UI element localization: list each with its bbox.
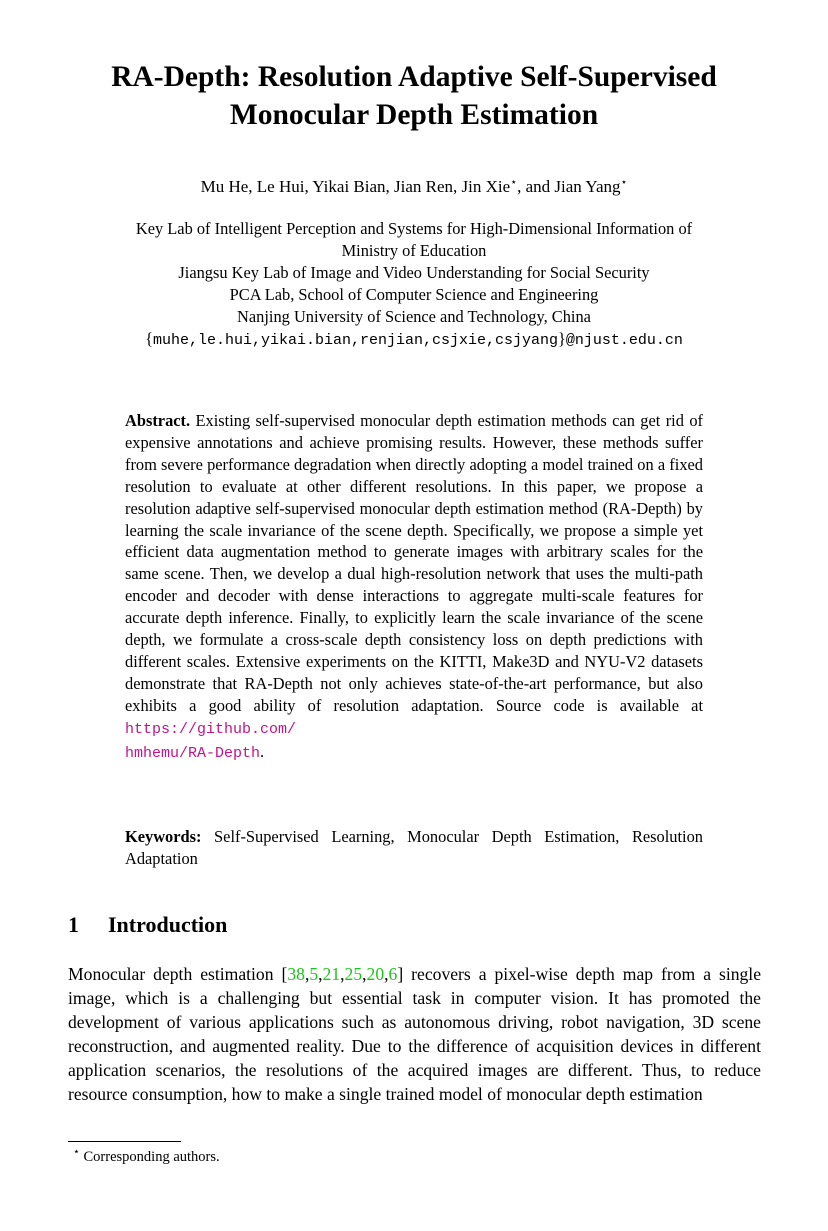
affiliation-block bbox=[60, 218, 768, 352]
section-heading bbox=[68, 910, 227, 940]
abstract-text: Existing self-supervised monocular depth estimation methods can get rid of expensive annotations and achieve promising results. However, these methods suffer from severe performance degradation when directly adopting a model trained on a fixed resolution to evaluate at other different resolutions. In this paper, we propose a resolution adaptive self-supervised monocular depth estimation method (RA-Depth) by learning the scale invariance of the scene depth. Specifically, we propose a simple yet efficient data augmentation method to generate images with arbitrary scales for the same scene. Then, we develop a dual high-resolution network that uses the multi-path encoder and decoder with dense interactions to aggregate multi-scale features for accurate depth inference. Finally, to explicitly learn the scale invariance of the scene depth, we formulate a cross-scale depth consistency loss on depth predictions with different scales. Extensive experiments on the KITTI, Make3D and NYU-V2 datasets demonstrate that RA-Depth not only achieves state-of-the-art performance, but also exhibits a good ability of resolution adaptation. Source code is available at bbox=[125, 411, 703, 715]
corresponding-star-1: ⋆ bbox=[510, 176, 518, 189]
author-list bbox=[40, 176, 788, 198]
abstract-label: Abstract. bbox=[125, 411, 191, 430]
authors-part-1: Mu He, Le Hui, Yikai Bian, Jian Ren, Jin Xie bbox=[200, 177, 511, 196]
citation-separator: , bbox=[304, 964, 310, 984]
citation-link[interactable]: 5 bbox=[309, 964, 319, 984]
source-code-link-part-1[interactable]: https://github.com/ bbox=[125, 720, 297, 738]
affiliation-line-4: PCA Lab, School of Computer Science and Engineering bbox=[229, 285, 599, 304]
email-domain: @njust.edu.cn bbox=[565, 332, 683, 349]
section-title: Introduction bbox=[108, 912, 228, 937]
citation-separator: , bbox=[362, 964, 367, 984]
keywords-label: Keywords: bbox=[125, 827, 202, 846]
keywords-paragraph bbox=[125, 826, 703, 870]
title-line-2: Monocular Depth Estimation bbox=[229, 99, 599, 131]
email-brace-open: { bbox=[145, 329, 153, 348]
email-brace-close: } bbox=[558, 329, 566, 348]
abstract-paragraph bbox=[125, 410, 703, 765]
section-number: 1 bbox=[68, 912, 79, 937]
source-code-link-part-2[interactable]: hmhemu/RA-Depth bbox=[125, 744, 261, 762]
title-line-1: RA-Depth: Resolution Adaptive Self-Supervised bbox=[111, 61, 717, 93]
affiliation-line-1: Key Lab of Intelligent Perception and Systems for High-Dimensional Information of bbox=[135, 219, 693, 238]
citation-link[interactable]: 20 bbox=[366, 964, 385, 984]
citation-separator: , bbox=[340, 964, 345, 984]
email-line bbox=[60, 328, 768, 352]
intro-after-cites: ] recovers a pixel-wise depth map from a single image, which is a challenging but essential task in computer vision. It has promoted the development of various applications such as autonomous driving, robot navigation, 3D scene reconstruction, and augmented reality. Due to the difference of acquisition devices in different application scenarios, the resolutions of the acquired images are different. Thus, to reduce resource consumption, how to make a single trained model of monocular depth estimation bbox=[68, 964, 762, 1104]
affiliation-line-5: Nanjing University of Science and Technology, China bbox=[237, 307, 591, 326]
footnote bbox=[73, 1147, 220, 1167]
affiliation-line-2: Ministry of Education bbox=[341, 241, 487, 260]
citation-link[interactable]: 25 bbox=[344, 964, 363, 984]
citation-separator: , bbox=[318, 964, 323, 984]
footnote-text: Corresponding authors. bbox=[79, 1149, 220, 1165]
email-names: muhe,le.hui,yikai.bian,renjian,csjxie,csjyang bbox=[152, 332, 559, 349]
corresponding-star-2: ⋆ bbox=[620, 176, 628, 189]
affiliation-line-3: Jiangsu Key Lab of Image and Video Understanding for Social Security bbox=[178, 263, 650, 282]
intro-before-cites: Monocular depth estimation [ bbox=[68, 964, 288, 984]
citation-link[interactable]: 38 bbox=[287, 964, 305, 984]
citation-link[interactable]: 6 bbox=[388, 964, 398, 984]
introduction-paragraph bbox=[68, 963, 761, 1106]
footnote-rule bbox=[68, 1141, 181, 1142]
citation-separator: , bbox=[384, 964, 389, 984]
keywords-text: Self-Supervised Learning, Monocular Depth Estimation, Resolution Adaptation bbox=[125, 827, 703, 868]
paper-title bbox=[40, 58, 788, 134]
footnote-star: ⋆ bbox=[73, 1146, 80, 1159]
abstract-end: . bbox=[260, 741, 265, 761]
citation-link[interactable]: 21 bbox=[322, 964, 341, 984]
authors-part-2: , and Jian Yang bbox=[517, 177, 621, 196]
